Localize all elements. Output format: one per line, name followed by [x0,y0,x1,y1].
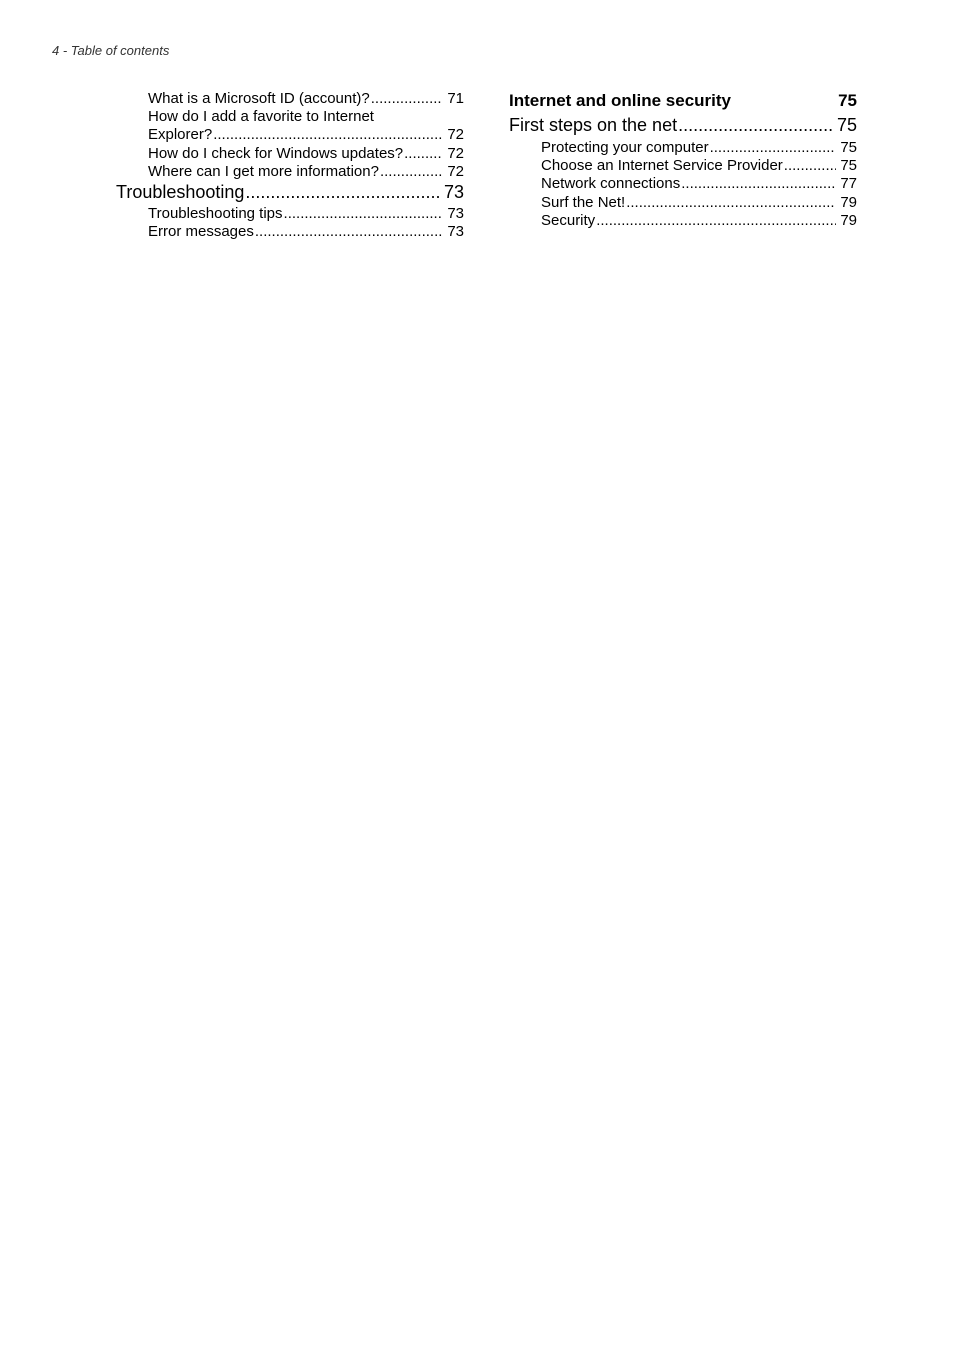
toc-page-number: 75 [840,157,857,175]
dot-leader [626,194,836,212]
toc-entry-favorite[interactable] [148,126,464,144]
dot-leader [245,181,440,204]
dot-leader [710,139,837,157]
dot-leader [255,223,443,241]
toc-entry-title: What is a Microsoft ID (account)? [148,90,370,107]
toc-chapter-title: Internet and online security [509,91,731,110]
toc-entry-favorite-line1[interactable]: How do I add a favorite to Internet [148,108,374,126]
page-header: 4 - Table of contents [52,43,170,58]
toc-entry-title: Protecting your computer [541,139,709,156]
toc-page-number: 72 [447,162,464,180]
toc-page-number: 73 [447,223,464,241]
toc-entry-title: Troubleshooting tips [148,205,283,223]
toc-section-title: Troubleshooting [116,182,245,203]
dot-leader [784,157,837,175]
toc-chapter-internet-security[interactable] [509,90,857,112]
dot-leader [596,212,836,230]
toc-section-troubleshooting[interactable] [116,181,464,204]
toc-entry-microsoft-id[interactable] [148,90,464,108]
toc-page-number: 73 [443,182,464,203]
toc-page-number: 77 [840,175,857,193]
toc-entry-surf-the-net[interactable] [541,194,857,212]
toc-page-number: 79 [840,193,857,211]
toc-page-number: 75 [840,139,857,156]
toc-entry-title: Choose an Internet Service Provider [541,157,783,175]
toc-entry-title: Security [541,211,596,229]
toc-page-number: 73 [447,205,464,223]
toc-entry-security[interactable] [541,212,857,230]
toc-entry-title: Surf the Net! [541,193,626,211]
toc-section-first-steps[interactable] [509,114,857,137]
toc-page-number: 71 [447,90,464,107]
dot-leader [380,163,443,181]
toc-entry-title: Network connections [541,175,681,193]
toc-page-number: 75 [838,91,857,110]
toc-entry-network-connections[interactable] [541,175,857,193]
toc-entry-more-information[interactable] [148,163,464,181]
toc-entry-troubleshooting-tips[interactable] [148,205,464,223]
toc-page-number: 72 [447,144,464,162]
toc-entry-title: Error messages [148,223,254,241]
toc-entry-error-messages[interactable] [148,223,464,241]
toc-section-title: First steps on the net [509,115,678,135]
dot-leader [678,114,833,137]
toc-page-number: 79 [840,211,857,229]
toc-entry-title: Where can I get more information? [148,162,379,180]
toc-entry-choose-isp[interactable] [541,157,857,175]
toc-entry-protecting-computer[interactable] [541,139,857,157]
toc-page-number: 72 [447,126,464,144]
dot-leader [284,205,444,223]
toc-entry-title: Explorer? [148,126,213,144]
dot-leader [213,126,443,144]
toc-entry-windows-updates[interactable] [148,145,464,163]
dot-leader [681,175,836,193]
toc-right-column [509,90,857,230]
toc-entry-title: How do I check for Windows updates? [148,144,404,162]
toc-page-number: 75 [836,115,857,135]
toc-left-column [116,90,464,241]
dot-leader [371,90,444,108]
dot-leader [404,145,443,163]
